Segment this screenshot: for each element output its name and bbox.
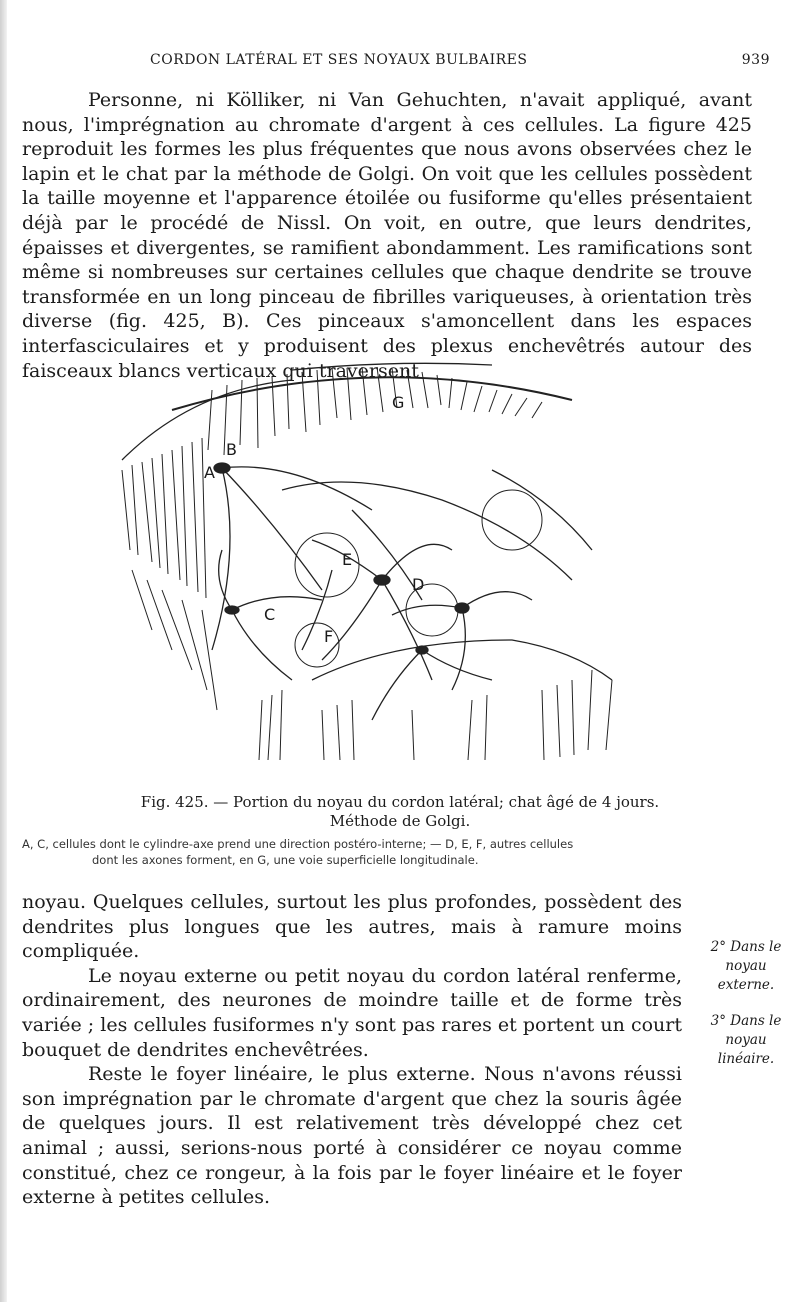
figure-caption-line2: Méthode de Golgi. — [329, 812, 471, 830]
fig-label-d: D — [412, 575, 425, 594]
fig-label-g: G — [392, 393, 405, 412]
figure-legend-line2: dont les axones forment, en G, une voie superficielle longitudinale. — [92, 853, 479, 867]
paragraph-top-text: Personne, ni Kölliker, ni Van Gehuchten, n'avait appliqué, avant nous, l'imprégnation au chromate d'argent à ces cellules. La figure 425 reproduit les formes les plus fréquentes que nous avons observées chez le lapin et le chat par la méthode de Golgi. On voit que les cellules possèdent la taille moyenne et l'apparence étoilée ou fusiforme qu'elles présentaient déjà par le procédé de Nissl. On voit, en outre, que leurs dendrites, épaisses et divergentes, se ramifient abondamment. Les ramifications sont même si nombreuses sur certaines cellules que chaque dendrite se trouve transformée en un long pinceau de fibrilles variqueuses, à orientation très diverse (fig. 425, B). Ces pinceaux s'amoncellent dans les espaces interfasciculaires et y produisent des plexus enchevêtrés autour des faisceaux blancs verticaux qui traversent — [22, 89, 752, 382]
paragraph-bottom-3: Reste le foyer linéaire, le plus externe. Nous n'avons réussi son imprégnation par le chromate d'argent que chez la souris âgée de quelques jours. Il est relativement très développé chez cet animal ; aussi, serions-nous porté à considérer ce noyau comme constitué, chez ce rongeur, à la fois par le foyer linéaire et le foyer externe à petites cellules. — [22, 1063, 682, 1209]
page-binding-edge — [0, 0, 7, 1302]
figure-legend — [22, 836, 722, 868]
figure-legend-line1: A, C, cellules dont le cylindre-axe prend une direction postéro-interne; — D, E, F, autres cellules — [22, 837, 574, 851]
paragraph-bottom-1: noyau. Quelques cellules, surtout les plus profondes, possèdent des dendrites plus longues que les autres, mais à ramure moins compliquée. — [22, 891, 682, 963]
fig-label-e: E — [342, 550, 353, 569]
paragraph-bottom — [22, 890, 682, 1210]
golgi-stain-drawing — [92, 350, 652, 778]
fig-label-c: C — [264, 605, 276, 624]
figure-425-illustration — [92, 350, 652, 778]
page-number: 939 — [741, 52, 770, 68]
margin-note-noyau-lineaire: 3° Dans le noyau linéaire. — [710, 1013, 782, 1067]
figure-caption-line1: Fig. 425. — Portion du noyau du cordon latéral; chat âgé de 4 jours. — [140, 793, 660, 811]
fig-label-f: F — [324, 627, 334, 646]
paragraph-top — [22, 88, 752, 383]
fig-label-b: B — [226, 440, 237, 459]
margin-note-noyau-externe: 2° Dans le noyau externe. — [710, 939, 782, 993]
fig-label-a: A — [204, 463, 215, 482]
running-head-title: CORDON LATÉRAL ET SES NOYAUX BULBAIRES — [150, 52, 528, 68]
figure-caption — [80, 793, 720, 831]
paragraph-bottom-2: Le noyau externe ou petit noyau du cordon latéral renferme, ordinairement, des neurones de moindre taille et de forme très variée ; les cellules fusiformes n'y sont pas rares et portent un court bouquet de dendrites enchevêtrées. — [22, 964, 682, 1061]
